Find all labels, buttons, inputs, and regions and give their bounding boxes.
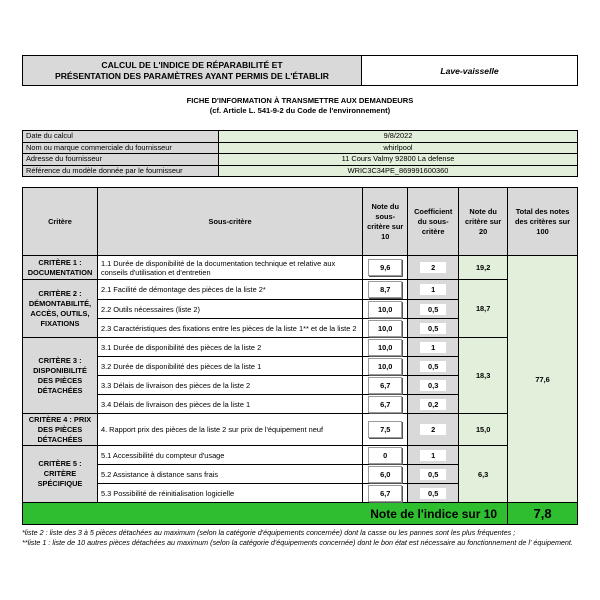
sub-criterion-coef	[408, 465, 459, 484]
final-score-value: 7,8	[508, 503, 578, 525]
footnote-list-1: **liste 1 : liste de 10 autres pièces détachées au maximum (selon la catégorie d'équipements concernée) dont le bon état est nécessaire au fonctionnement de l' équipement.	[22, 538, 573, 547]
col-header-coef: Coefficient du sous-critère	[408, 188, 459, 256]
coef-value: 1	[420, 342, 446, 353]
note-value: 8,7	[368, 281, 402, 298]
sub-criterion-coef	[408, 338, 459, 357]
footnote-list-2: *liste 2 : liste des 3 à 5 pièces détachées au maximum (selon la catégorie d'équipements concernée) dont la casse ou les pannes sont les plus fréquentes ;	[22, 528, 516, 537]
coef-value: 0,5	[420, 323, 446, 334]
subtitle	[22, 96, 578, 116]
info-row	[23, 142, 578, 154]
table-header-row	[23, 188, 578, 256]
criterion-score: 15,0	[459, 414, 508, 446]
sub-criterion-coef	[408, 256, 459, 280]
sub-criterion-note	[363, 446, 408, 465]
info-row	[23, 131, 578, 143]
sub-criterion-label: 3.4 Délais de livraison des pièces de la liste 1	[97, 395, 362, 414]
document-title	[23, 56, 362, 85]
coef-value: 0,5	[420, 304, 446, 315]
sub-criterion-label: 3.2 Durée de disponibilité des pièces de la liste 1	[97, 357, 362, 376]
sub-criterion-coef	[408, 280, 459, 300]
sub-criterion-label: 3.3 Délais de livraison des pièces de la liste 2	[97, 376, 362, 395]
coef-value: 0,3	[420, 380, 446, 391]
coef-value: 2	[420, 262, 446, 273]
col-header-critere: Critère	[23, 188, 98, 256]
info-label: Date du calcul	[23, 131, 219, 143]
info-label: Nom ou marque commerciale du fournisseur	[23, 142, 219, 154]
note-value: 10,0	[368, 339, 402, 356]
table-row	[23, 256, 578, 280]
product-type: Lave-vaisselle	[440, 65, 499, 76]
info-value: WRIC3C34PE_869991600360	[219, 165, 578, 177]
info-row	[23, 165, 578, 177]
criterion-score: 6,3	[459, 446, 508, 503]
coef-value: 1	[420, 450, 446, 461]
coef-value: 2	[420, 424, 446, 435]
criterion-score: 18,3	[459, 338, 508, 414]
sub-criterion-coef	[408, 319, 459, 338]
supplier-info-table	[22, 130, 578, 177]
note-value: 6,7	[368, 377, 402, 394]
criterion-name: CRITÈRE 1 : DOCUMENTATION	[23, 256, 98, 280]
sub-criterion-label: 2.1 Facilité de démontage des pièces de la liste 2*	[97, 280, 362, 300]
col-header-sous-critere: Sous-critère	[97, 188, 362, 256]
sub-criterion-note	[363, 300, 408, 319]
final-score-label: Note de l'indice sur 10	[23, 503, 508, 525]
footnotes	[22, 528, 578, 548]
coef-value: 0,5	[420, 469, 446, 480]
sub-criterion-label: 2.2 Outils nécessaires (liste 2)	[97, 300, 362, 319]
table-row	[23, 414, 578, 446]
note-value: 6,7	[368, 396, 402, 413]
subtitle-line-2: (cf. Article L. 541-9-2 du Code de l'environnement)	[209, 106, 391, 115]
sub-criterion-label: 5.2 Assistance à distance sans frais	[97, 465, 362, 484]
coef-value: 1	[420, 284, 446, 295]
criterion-score: 18,7	[459, 280, 508, 338]
repairability-table	[22, 187, 578, 525]
note-value: 9,6	[368, 259, 402, 276]
sub-criterion-coef	[408, 414, 459, 446]
note-value: 0	[368, 447, 402, 464]
note-value: 7,5	[368, 421, 402, 438]
col-header-note20: Note du critère sur 20	[459, 188, 508, 256]
criterion-name: CRITÈRE 4 : PRIX DES PIÈCES DÉTACHÉES	[23, 414, 98, 446]
subtitle-line-1: FICHE D'INFORMATION À TRANSMETTRE AUX DEMANDEURS	[186, 96, 414, 105]
sub-criterion-coef	[408, 300, 459, 319]
sub-criterion-label: 4. Rapport prix des pièces de la liste 2 sur prix de l'équipement neuf	[97, 414, 362, 446]
info-row	[23, 154, 578, 166]
sub-criterion-coef	[408, 395, 459, 414]
info-value: 9/8/2022	[219, 131, 578, 143]
info-label: Référence du modèle donnée par le fournisseur	[23, 165, 219, 177]
note-value: 10,0	[368, 358, 402, 375]
info-value: 11 Cours Valmy 92800 La defense	[219, 154, 578, 166]
col-header-total: Total des notes des critères sur 100	[508, 188, 578, 256]
sub-criterion-label: 5.1 Accessibilité du compteur d'usage	[97, 446, 362, 465]
document-header	[22, 55, 578, 86]
sub-criterion-coef	[408, 484, 459, 503]
title-line-1: CALCUL DE L'INDICE DE RÉPARABILITÉ ET	[101, 59, 283, 70]
sub-criterion-note	[363, 376, 408, 395]
final-score-row	[23, 503, 578, 525]
sub-criterion-note	[363, 465, 408, 484]
coef-value: 0,2	[420, 399, 446, 410]
sub-criterion-note	[363, 484, 408, 503]
sub-criterion-label: 2.3 Caractéristiques des fixations entre les pièces de la liste 1** et de la liste 2	[97, 319, 362, 338]
criterion-name: CRITÈRE 3 : DISPONIBILITÉ DES PIÈCES DÉTACHÉES	[23, 338, 98, 414]
sub-criterion-coef	[408, 357, 459, 376]
info-label: Adresse du fournisseur	[23, 154, 219, 166]
sub-criterion-note	[363, 395, 408, 414]
note-value: 6,7	[368, 485, 402, 502]
sub-criterion-note	[363, 357, 408, 376]
col-header-note10: Note du sous-critère sur 10	[363, 188, 408, 256]
coef-value: 0,5	[420, 488, 446, 499]
table-row	[23, 338, 578, 357]
total-score: 77,6	[508, 256, 578, 503]
title-line-2: PRÉSENTATION DES PARAMÈTRES AYANT PERMIS DE L'ÉTABLIR	[54, 70, 330, 81]
table-row	[23, 280, 578, 300]
sub-criterion-label: 5.3 Possibilité de réinitialisation logicielle	[97, 484, 362, 503]
table-row	[23, 446, 578, 465]
criterion-name: CRITÈRE 5 : CRITÈRE SPÉCIFIQUE	[23, 446, 98, 503]
note-value: 6,0	[368, 466, 402, 483]
sub-criterion-note	[363, 280, 408, 300]
sub-criterion-note	[363, 338, 408, 357]
sub-criterion-label: 3.1 Durée de disponibilité des pièces de la liste 2	[97, 338, 362, 357]
info-value: whirlpool	[219, 142, 578, 154]
note-value: 10,0	[368, 301, 402, 318]
sub-criterion-coef	[408, 376, 459, 395]
criterion-score: 19,2	[459, 256, 508, 280]
sub-criterion-note	[363, 414, 408, 446]
sub-criterion-coef	[408, 446, 459, 465]
note-value: 10,0	[368, 320, 402, 337]
sub-criterion-label: 1.1 Durée de disponibilité de la documentation technique et relative aux conseils d'utilisation et d'entretien	[97, 256, 362, 280]
sub-criterion-note	[363, 256, 408, 280]
criterion-name: CRITÈRE 2 : DÉMONTABILITÉ, ACCÈS, OUTILS, FIXATIONS	[23, 280, 98, 338]
sub-criterion-note	[363, 319, 408, 338]
coef-value: 0,5	[420, 361, 446, 372]
